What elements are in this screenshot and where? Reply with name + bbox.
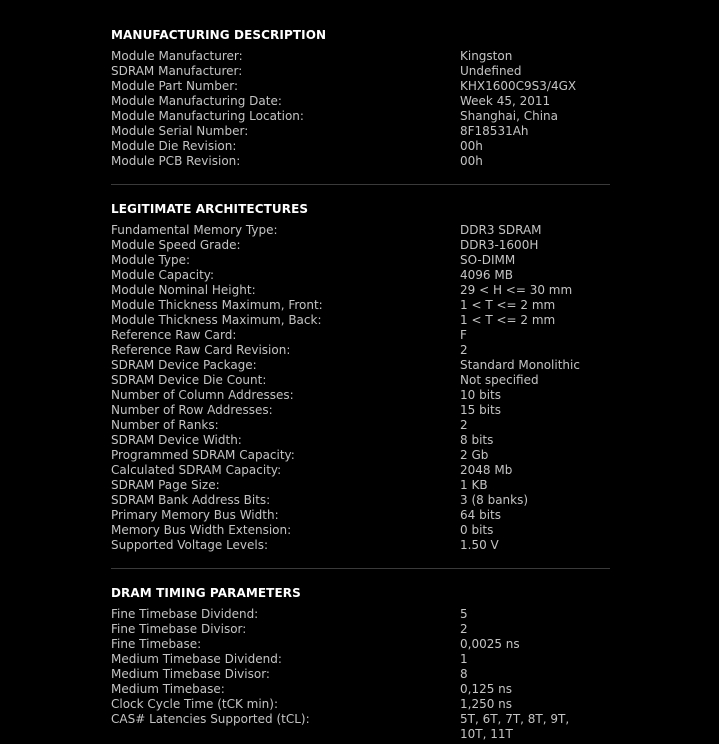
row-label: Medium Timebase: [111, 682, 225, 696]
row-value: Undefined [460, 64, 522, 78]
table-row [111, 523, 610, 538]
row-value: 10 bits [460, 388, 501, 402]
row-value: SO-DIMM [460, 253, 516, 267]
table-row [111, 418, 610, 433]
row-label: Number of Row Addresses: [111, 403, 273, 417]
row-value: 64 bits [460, 508, 501, 522]
table-row [111, 463, 610, 478]
row-label: Medium Timebase Dividend: [111, 652, 282, 666]
row-label: Module Part Number: [111, 79, 238, 93]
row-label: SDRAM Device Width: [111, 433, 242, 447]
row-value: 1 < T <= 2 mm [460, 298, 556, 312]
row-label: Reference Raw Card Revision: [111, 343, 291, 357]
table-row [111, 388, 610, 403]
section-title: DRAM TIMING PARAMETERS [111, 586, 301, 600]
row-label: SDRAM Device Die Count: [111, 373, 267, 387]
row-value: 1 < T <= 2 mm [460, 313, 556, 327]
row-value: KHX1600C9S3/4GX [460, 79, 577, 93]
row-label: Module PCB Revision: [111, 154, 241, 168]
row-value: 0 bits [460, 523, 494, 537]
table-row [111, 313, 610, 328]
row-label: Module Thickness Maximum, Back: [111, 313, 322, 327]
row-label: Number of Column Addresses: [111, 388, 294, 402]
row-value: Shanghai, China [460, 109, 558, 123]
table-row [111, 223, 610, 238]
row-value: DDR3-1600H [460, 238, 539, 252]
row-label: SDRAM Device Package: [111, 358, 257, 372]
table-row [111, 358, 610, 373]
table-row [111, 109, 610, 124]
row-label: SDRAM Bank Address Bits: [111, 493, 271, 507]
row-value: Not specified [460, 373, 539, 387]
row-value: 1 [460, 652, 468, 666]
table-row [111, 478, 610, 493]
table-row [111, 253, 610, 268]
row-label: Module Manufacturing Location: [111, 109, 304, 123]
row-value: 8 [460, 667, 468, 681]
spd-report [111, 26, 610, 742]
table-row [111, 682, 610, 697]
table-row [111, 49, 610, 64]
row-value: 0,125 ns [460, 682, 513, 696]
table-row [111, 622, 610, 637]
row-value: 5 [460, 607, 468, 621]
table-row [111, 448, 610, 463]
row-value: 1 KB [460, 478, 488, 492]
row-value: 2 [460, 343, 468, 357]
table-row [111, 493, 610, 508]
table-row [111, 79, 610, 94]
table-row [111, 403, 610, 418]
row-label: Module Type: [111, 253, 191, 267]
table-row [111, 328, 610, 343]
section-dram-timing-parameters [111, 584, 610, 742]
row-label: Supported Voltage Levels: [111, 538, 269, 552]
row-label: Calculated SDRAM Capacity: [111, 463, 282, 477]
table-row [111, 373, 610, 388]
table-row [111, 139, 610, 154]
row-label: CAS# Latencies Supported (tCL): [111, 712, 310, 726]
row-value: 5T, 6T, 7T, 8T, 9T, 10T, 11T [460, 712, 570, 741]
table-row [111, 508, 610, 523]
table-row [111, 298, 610, 313]
table-row [111, 283, 610, 298]
row-value: 00h [460, 139, 483, 153]
row-value: DDR3 SDRAM [460, 223, 542, 237]
row-value: 4096 MB [460, 268, 513, 282]
table-row [111, 697, 610, 712]
table-row [111, 238, 610, 253]
row-value: 00h [460, 154, 483, 168]
row-value: Week 45, 2011 [460, 94, 551, 108]
table-row [111, 712, 610, 742]
row-label: Module Die Revision: [111, 139, 237, 153]
row-value: F [460, 328, 467, 342]
row-label: Module Capacity: [111, 268, 215, 282]
row-value: 1.50 V [460, 538, 499, 552]
table-row [111, 538, 610, 553]
table-row [111, 433, 610, 448]
row-label: Fine Timebase Dividend: [111, 607, 259, 621]
section-title: MANUFACTURING DESCRIPTION [111, 28, 327, 42]
row-label: Module Speed Grade: [111, 238, 241, 252]
row-label: Reference Raw Card: [111, 328, 237, 342]
row-label: Module Manufacturing Date: [111, 94, 282, 108]
row-label: Primary Memory Bus Width: [111, 508, 279, 522]
row-label: Fine Timebase Divisor: [111, 622, 247, 636]
row-label: Module Nominal Height: [111, 283, 256, 297]
row-value: 15 bits [460, 403, 501, 417]
row-label: Fine Timebase: [111, 637, 202, 651]
section-divider [111, 184, 610, 185]
table-row [111, 637, 610, 652]
table-row [111, 268, 610, 283]
table-row [111, 124, 610, 139]
row-label: Programmed SDRAM Capacity: [111, 448, 295, 462]
table-row [111, 154, 610, 169]
table-row [111, 64, 610, 79]
table-row [111, 652, 610, 667]
row-label: Number of Ranks: [111, 418, 219, 432]
row-label: Clock Cycle Time (tCK min): [111, 697, 279, 711]
row-label: Memory Bus Width Extension: [111, 523, 292, 537]
row-label: Medium Timebase Divisor: [111, 667, 270, 681]
row-value: 2048 Mb [460, 463, 513, 477]
table-row [111, 607, 610, 622]
table-row [111, 343, 610, 358]
row-label: Module Thickness Maximum, Front: [111, 298, 323, 312]
row-value: Standard Monolithic [460, 358, 580, 372]
row-value: 2 [460, 418, 468, 432]
row-label: Module Serial Number: [111, 124, 249, 138]
row-value: 2 Gb [460, 448, 489, 462]
row-label: SDRAM Page Size: [111, 478, 220, 492]
row-label: Fundamental Memory Type: [111, 223, 278, 237]
row-value: 0,0025 ns [460, 637, 520, 651]
section-title: LEGITIMATE ARCHITECTURES [111, 202, 309, 216]
table-row [111, 94, 610, 109]
section-divider [111, 568, 610, 569]
row-value: 3 (8 banks) [460, 493, 529, 507]
row-value: Kingston [460, 49, 513, 63]
row-label: SDRAM Manufacturer: [111, 64, 243, 78]
row-value: 8 bits [460, 433, 494, 447]
row-value: 29 < H <= 30 mm [460, 283, 573, 297]
table-row [111, 667, 610, 682]
section-legitimate-architectures [111, 200, 610, 553]
row-value: 1,250 ns [460, 697, 513, 711]
row-label: Module Manufacturer: [111, 49, 243, 63]
section-manufacturing-description [111, 26, 610, 169]
row-value: 8F18531Ah [460, 124, 529, 138]
row-value: 2 [460, 622, 468, 636]
